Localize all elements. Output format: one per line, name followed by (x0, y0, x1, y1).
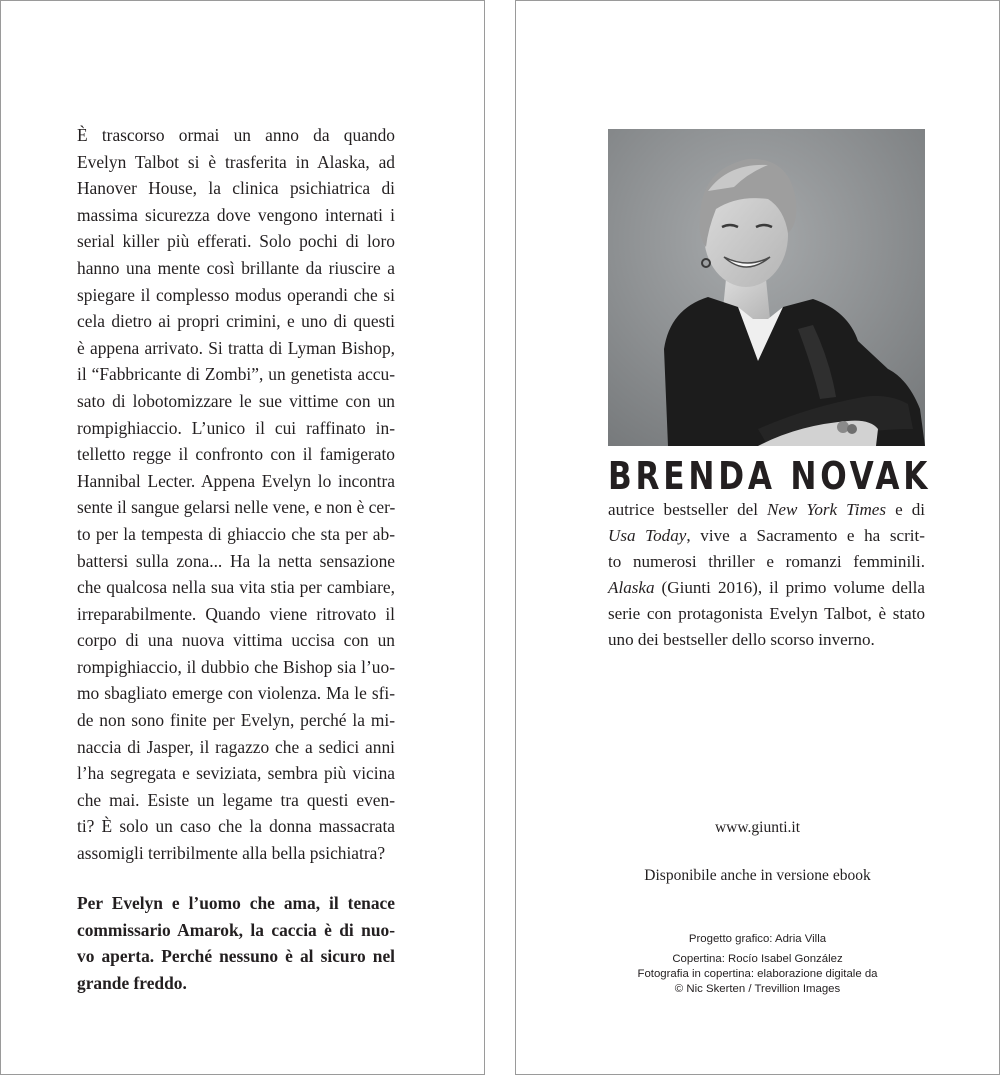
author-flap-panel (515, 0, 1000, 1075)
bio-italic-title: Usa Today (608, 526, 687, 545)
synopsis-line: telletto regge il confronto con il famigerato (77, 444, 395, 465)
author-bio (608, 497, 925, 653)
synopsis-line: to per la tempesta di ghiaccio che sta per ab- (77, 523, 395, 544)
credit-photo: Fotografia in copertina: elaborazione digitale da (637, 968, 878, 980)
synopsis-line: ti? È solo un caso che la donna massacrata (77, 816, 395, 837)
credit-photo-copyright: © Nic Skerten / Trevillion Images (674, 983, 841, 995)
synopsis-line: sente il sangue gelarsi nelle vene, e non è cer- (77, 497, 396, 518)
bio-text: (Giunti 2016), il primo volume della (654, 578, 925, 597)
bio-line (608, 497, 925, 523)
synopsis-line: Hannibal Lecter. Appena Evelyn lo incontra (77, 470, 395, 491)
ebook-availability-note: Disponibile anche in versione ebook (644, 867, 871, 884)
synopsis-line: rompighiaccio, il dubbio che Bishop sia l’uo- (77, 656, 395, 677)
synopsis-line: de non sono finite per Evelyn, perché la mi- (77, 710, 395, 731)
synopsis-line: naccia di Jasper, il ragazzo che a sedici anni (77, 736, 395, 757)
author-name: BRENDA NOVAK (608, 454, 932, 498)
credit-cover: Copertina: Rocío Isabel González (672, 953, 843, 965)
synopsis-line: serial killer più efferati. Solo pochi di loro (77, 231, 395, 252)
tagline-text (77, 890, 395, 996)
synopsis-line: sato di lobotomizzare le sue vittime con un (77, 390, 395, 411)
bio-line: uno dei bestseller dello scorso inverno. (608, 630, 875, 649)
synopsis-line: cela dietro ai propri crimini, e uno di questi (77, 311, 395, 332)
bio-line (608, 523, 925, 549)
bio-line: to numerosi thriller e romanzi femminili. (608, 552, 925, 571)
synopsis-line: l’ha segregata e seviziata, sembra più vicina (77, 763, 395, 784)
synopsis-text (77, 122, 395, 867)
synopsis-line: rompighiaccio. L’unico il cui raffinato in- (77, 417, 395, 438)
synopsis-line: è appena arrivato. Si tratta di Lyman Bishop, (77, 337, 395, 358)
synopsis-line: Hanover House, la clinica psichiatrica di (77, 178, 395, 199)
bio-italic-title: New York Times (767, 500, 887, 519)
tagline-line: vo aperta. Perché nessuno è al sicuro nel (77, 946, 395, 967)
publisher-website: www.giunti.it (714, 819, 801, 836)
synopsis-line: il “Fabbricante di Zombi”, un genetista accu- (77, 364, 395, 385)
synopsis-line: Evelyn Talbot si è trasferita in Alaska, ad (77, 151, 395, 172)
synopsis-line: che mai. Esiste un legame tra questi even- (77, 789, 395, 810)
synopsis-line: corpo di una nuova vittima uccisa con un (77, 630, 395, 651)
tagline-line: commissario Amarok, la caccia è di nuo- (77, 919, 395, 940)
author-photo (608, 129, 925, 446)
bio-line (608, 575, 925, 601)
bio-text: e di (886, 500, 925, 519)
synopsis-line: che qualcosa nella sua vita stia per cambiare, (77, 577, 395, 598)
synopsis-line: spiegare il complesso modus operandi che si (77, 284, 395, 305)
synopsis-line: battersi sulla zona... Ha la netta sensazione (77, 550, 395, 571)
bio-line: serie con protagonista Evelyn Talbot, è stato (608, 604, 925, 623)
synopsis-line: assomigli terribilmente alla bella psichiatra? (77, 843, 386, 864)
tagline-line: grande freddo. (77, 972, 187, 993)
synopsis-line: mo sbagliato emerge con violenza. Ma le sfi- (77, 683, 395, 704)
back-flap-panel (0, 0, 485, 1075)
bio-italic-title: Alaska (608, 578, 655, 597)
tagline-line: Per Evelyn e l’uomo che ama, il tenace (77, 893, 395, 913)
bio-text: , vive a Sacramento e ha scrit- (686, 526, 926, 545)
credit-graphic-design: Progetto grafico: Adria Villa (688, 933, 827, 945)
synopsis-line: È trascorso ormai un anno da quando (77, 125, 395, 145)
synopsis-line: hanno una mente così brillante da riuscire a (77, 257, 395, 278)
synopsis-line: massima sicurezza dove vengono internati i (77, 204, 395, 225)
synopsis-line: irreparabilmente. Quando viene ritrovato il (77, 603, 395, 624)
bio-text: autrice bestseller del (608, 500, 767, 519)
